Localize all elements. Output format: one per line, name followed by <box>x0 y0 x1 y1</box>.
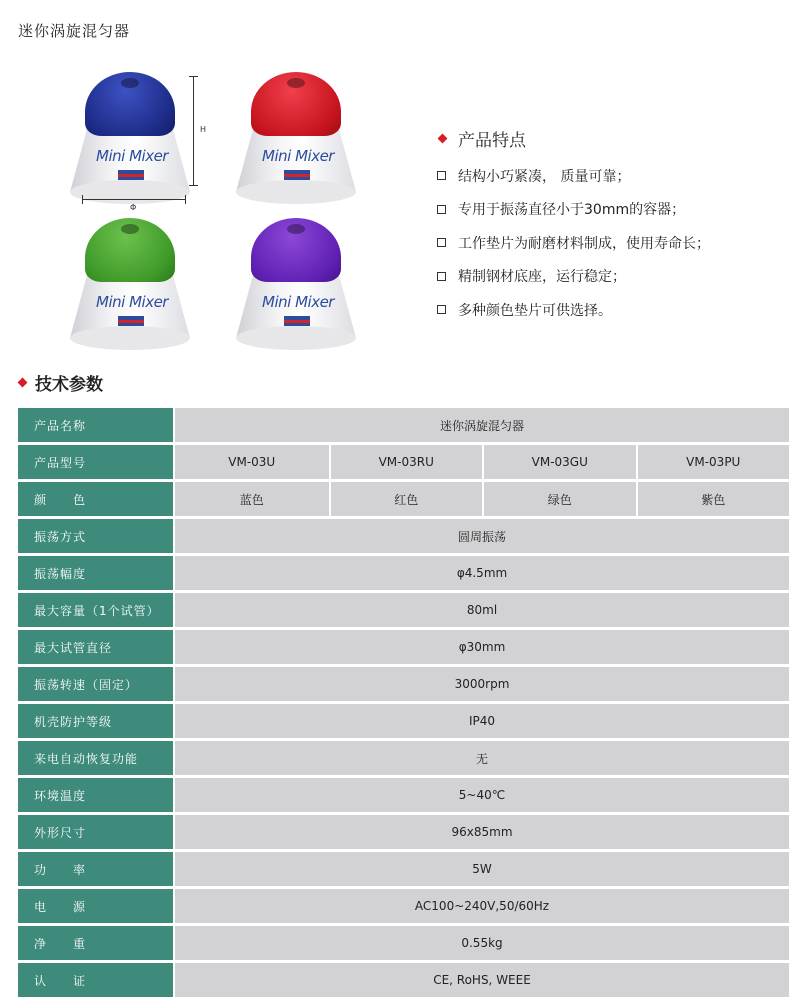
feature-item <box>437 193 710 227</box>
spec-value: AC100~240V,50/60Hz <box>175 889 789 923</box>
spec-row <box>18 852 789 886</box>
spec-heading-text: 技术参数 <box>35 375 103 395</box>
spec-heading <box>18 370 103 395</box>
spec-row <box>18 704 789 738</box>
feature-item <box>437 159 710 193</box>
product-logo: Mini Mixer <box>262 147 334 165</box>
spec-label: 最大试管直径 <box>18 630 173 664</box>
spec-value: 80ml <box>175 593 789 627</box>
spec-label: 环境温度 <box>18 778 173 812</box>
brand-badge-icon <box>118 316 144 326</box>
spec-table <box>18 405 789 1000</box>
spec-row <box>18 593 789 627</box>
spec-label: 产品名称 <box>18 408 173 442</box>
page-title: 迷你涡旋混匀器 <box>18 22 131 40</box>
spec-row-color <box>18 482 789 516</box>
spec-value: φ30mm <box>175 630 789 664</box>
product-logo: Mini Mixer <box>96 147 168 165</box>
height-dimension-label: H <box>200 125 207 134</box>
checkbox-icon <box>437 238 446 247</box>
product-image-green <box>70 218 190 348</box>
checkbox-icon <box>437 171 446 180</box>
spec-label: 电 源 <box>18 889 173 923</box>
spec-label: 产品型号 <box>18 445 173 479</box>
features-heading-text: 产品特点 <box>458 131 526 151</box>
spec-row <box>18 926 789 960</box>
spec-value: VM-03RU <box>329 445 483 479</box>
spec-value: 5W <box>175 852 789 886</box>
brand-badge-icon <box>284 316 310 326</box>
product-logo: Mini Mixer <box>96 293 168 311</box>
spec-value: 紫色 <box>636 482 790 516</box>
brand-badge-icon <box>284 170 310 180</box>
spec-label: 来电自动恢复功能 <box>18 741 173 775</box>
diamond-bullet-icon <box>438 134 448 144</box>
spec-value: VM-03GU <box>482 445 636 479</box>
spec-label: 功 率 <box>18 852 173 886</box>
spec-row <box>18 963 789 997</box>
spec-label: 振荡转速（固定） <box>18 667 173 701</box>
diamond-bullet-icon <box>18 378 28 388</box>
spec-label: 颜 色 <box>18 482 173 516</box>
spec-value: 圆周振荡 <box>175 519 789 553</box>
features-section <box>437 126 710 327</box>
spec-value: IP40 <box>175 704 789 738</box>
spec-row-product-name <box>18 408 789 442</box>
feature-item <box>437 293 710 327</box>
spec-value: VM-03U <box>175 445 329 479</box>
spec-row-model <box>18 445 789 479</box>
spec-row <box>18 741 789 775</box>
spec-row <box>18 778 789 812</box>
checkbox-icon <box>437 205 446 214</box>
checkbox-icon <box>437 305 446 314</box>
spec-label: 机壳防护等级 <box>18 704 173 738</box>
spec-row <box>18 630 789 664</box>
spec-row <box>18 667 789 701</box>
spec-value: 无 <box>175 741 789 775</box>
spec-value: 红色 <box>329 482 483 516</box>
spec-value: 蓝色 <box>175 482 329 516</box>
spec-row <box>18 556 789 590</box>
spec-label: 振荡幅度 <box>18 556 173 590</box>
checkbox-icon <box>437 272 446 281</box>
height-dimension-line <box>193 76 194 186</box>
product-image-red <box>236 72 356 202</box>
spec-row <box>18 889 789 923</box>
feature-item <box>437 226 710 260</box>
diameter-dimension-line <box>82 199 186 200</box>
spec-row <box>18 519 789 553</box>
spec-value: CE, RoHS, WEEE <box>175 963 789 997</box>
product-image-blue <box>70 72 190 202</box>
spec-value: 96x85mm <box>175 815 789 849</box>
spec-value: φ4.5mm <box>175 556 789 590</box>
feature-item <box>437 260 710 294</box>
spec-row <box>18 815 789 849</box>
spec-label: 最大容量（1个试管） <box>18 593 173 627</box>
feature-text: 多种颜色垫片可供选择。 <box>458 302 612 319</box>
diameter-dimension-label: Φ <box>130 203 137 212</box>
feature-text: 精制钢材底座，运行稳定； <box>458 269 626 286</box>
spec-value: 迷你涡旋混匀器 <box>175 408 789 442</box>
feature-text: 专用于振荡直径小于30mm的容器； <box>458 202 686 219</box>
spec-label: 外形尺寸 <box>18 815 173 849</box>
spec-label: 净 重 <box>18 926 173 960</box>
spec-value: 5~40℃ <box>175 778 789 812</box>
brand-badge-icon <box>118 170 144 180</box>
spec-label: 认 证 <box>18 963 173 997</box>
spec-label: 振荡方式 <box>18 519 173 553</box>
spec-value: VM-03PU <box>636 445 790 479</box>
product-image-purple <box>236 218 356 348</box>
feature-text: 结构小巧紧凑， 质量可靠； <box>458 168 631 185</box>
feature-text: 工作垫片为耐磨材料制成，使用寿命长； <box>458 235 710 252</box>
spec-value: 0.55kg <box>175 926 789 960</box>
features-heading <box>437 126 710 151</box>
spec-value: 3000rpm <box>175 667 789 701</box>
product-logo: Mini Mixer <box>262 293 334 311</box>
spec-value: 绿色 <box>482 482 636 516</box>
